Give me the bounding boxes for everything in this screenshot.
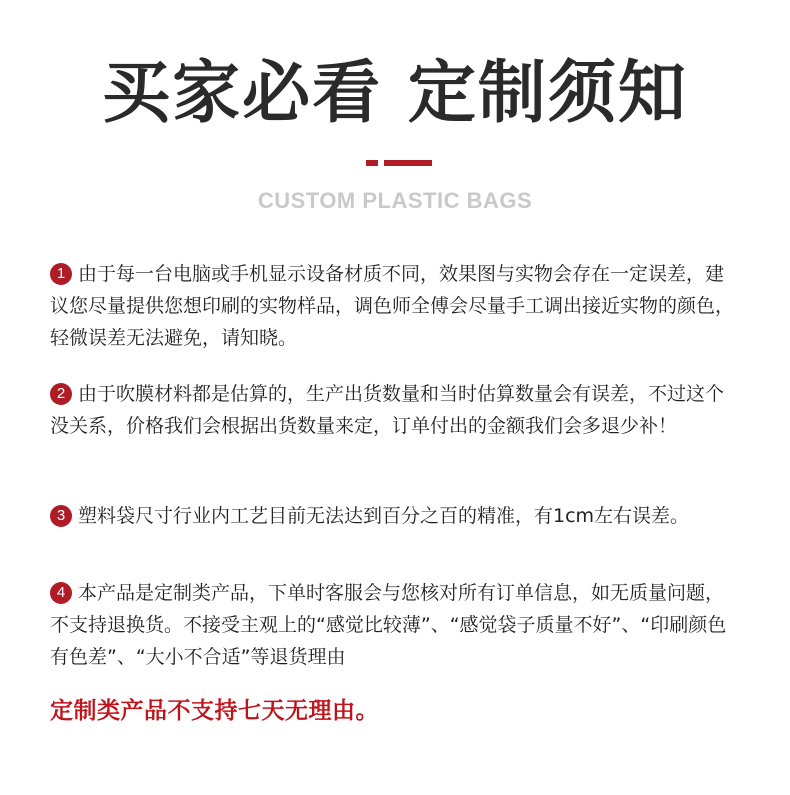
page-subtitle: CUSTOM PLASTIC BAGS	[257, 188, 533, 213]
title-divider	[366, 160, 434, 166]
notice-item	[50, 577, 740, 673]
notice-item	[50, 378, 740, 442]
divider-short-bar	[366, 160, 378, 166]
highlight-warning: 定制类产品不支持七天无理由。	[50, 698, 379, 724]
page-title: 买家必看 定制须知	[102, 54, 688, 133]
notice-item	[50, 500, 740, 532]
number-badge: 2	[50, 383, 72, 405]
number-badge: 3	[50, 505, 72, 527]
number-badge: 1	[50, 263, 72, 285]
notice-item	[50, 258, 740, 354]
notice-text: 本产品是定制类产品，下单时客服会与您核对所有订单信息，如无质量问题，不支持退换货。不接受主观上的“感觉比较薄”、“感觉袋子质量不好”、“印刷颜色有色差”、“大小不合适”等退货理由	[50, 582, 727, 668]
notice-text: 塑料袋尺寸行业内工艺目前无法达到百分之百的精准，有1cm左右误差。	[78, 505, 690, 527]
notice-text: 由于吹膜材料都是估算的，生产出货数量和当时估算数量会有误差，不过这个没关系，价格我们会根据出货数量来定，订单付出的金额我们会多退少补！	[50, 383, 725, 437]
number-badge: 4	[50, 582, 72, 604]
divider-long-bar	[384, 160, 432, 166]
notice-text: 由于每一台电脑或手机显示设备材质不同，效果图与实物会存在一定误差，建议您尽量提供您想印刷的实物样品，调色师全傅会尽量手工调出接近实物的颜色，轻微误差无法避免，请知晓。	[50, 263, 735, 349]
